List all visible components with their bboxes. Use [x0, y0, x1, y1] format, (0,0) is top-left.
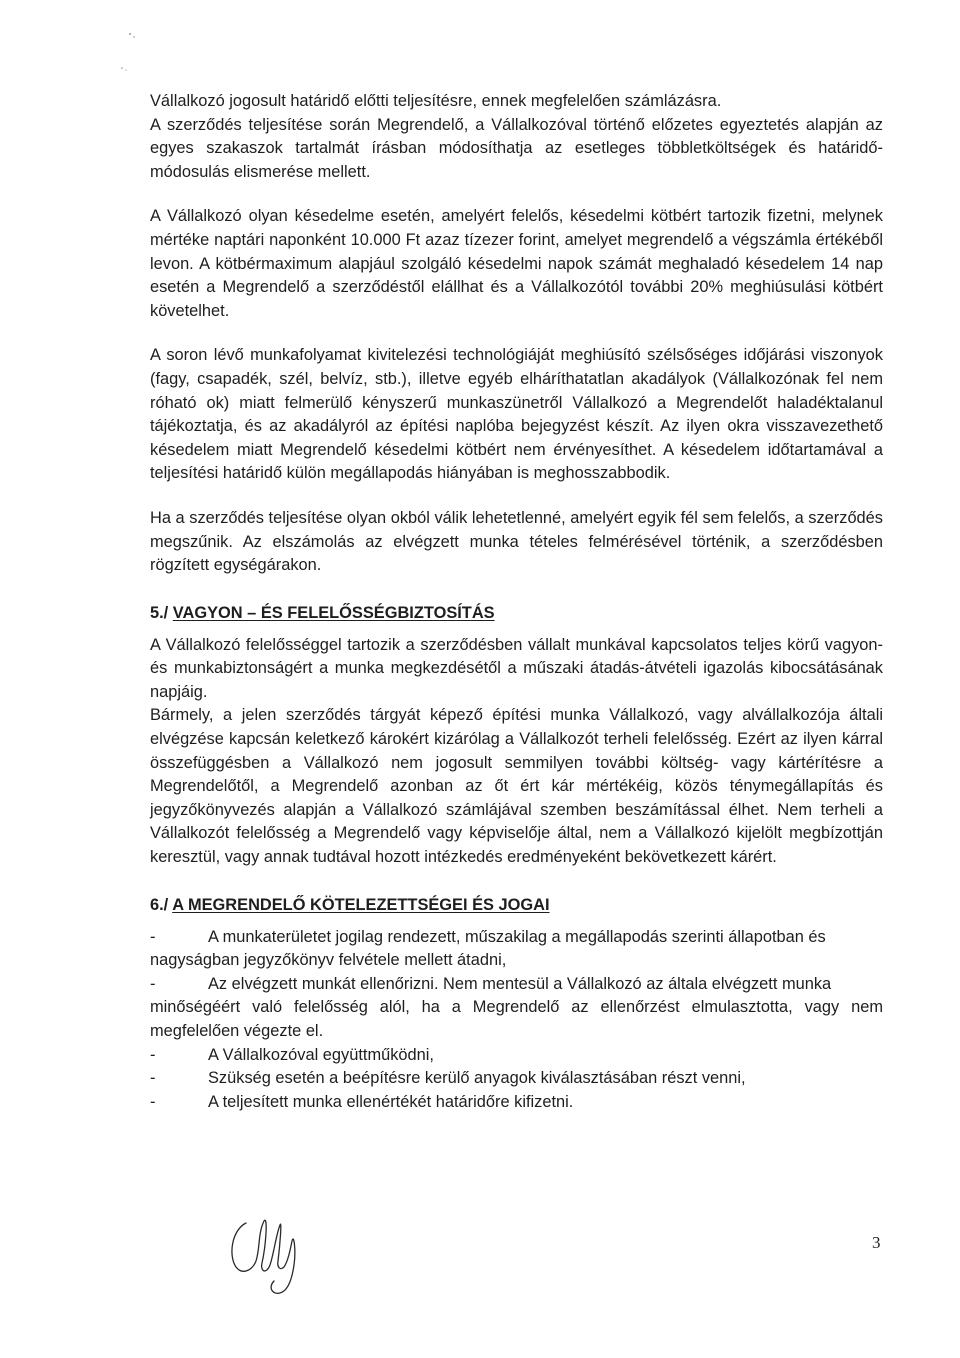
paragraph-early-completion: Vállalkozó jogosult határidő előtti teljesítésre, ennek megfelelően számlázásra.: [150, 92, 722, 110]
list-item: [150, 1067, 883, 1091]
page-number: 3: [872, 1233, 881, 1252]
list-item: [150, 1044, 883, 1068]
list-dash: -: [150, 974, 156, 993]
list-item-text: Az elvégzett munkát ellenőrizni. Nem mentesül a Vállalkozó az általa elvégzett munka: [208, 974, 832, 993]
list-item: [150, 973, 883, 997]
section-6-number: 6./: [150, 895, 169, 914]
paragraph-modification: A szerződés teljesítése során Megrendelő, a Vállalkozóval történő előzetes egyeztetés alapján az egyes szakaszok tartalmát írásban módosíthatja az esetleges többletköltségek és határidő-módosulás elismerése mellett.: [150, 115, 883, 181]
list-item-text: A teljesített munka ellenértékét határidőre kifizetni.: [208, 1092, 574, 1111]
list-item-text: A Vállalkozóval együttműködni,: [208, 1045, 434, 1064]
paragraph-impossibility: Ha a szerződés teljesítése olyan okból válik lehetetlenné, amelyért egyik fél sem felelős, a szerződés megszűnik. Az elszámolás az elvégzett munka tételes felmérésével történik, a szerződésben rögzített egységárakon.: [150, 508, 883, 575]
section-5-heading: [150, 601, 883, 625]
list-item: [150, 926, 883, 950]
handwritten-signature: [222, 1205, 312, 1297]
list-dash: -: [150, 1045, 156, 1064]
document-page: [150, 90, 883, 1114]
section-6-list: [150, 926, 883, 1115]
scan-specks: [118, 28, 158, 78]
section-5-title: VAGYON – ÉS FELELŐSSÉGBIZTOSÍTÁS: [172, 603, 495, 622]
list-item: [150, 1091, 883, 1115]
section-5-paragraph-1: A Vállalkozó felelősséggel tartozik a szerződésben vállalt munkával kapcsolatos teljes körű vagyon-és munkabiztonságért a munka megkezdésétől a műszaki átadás-átvételi igazolás kibocsátásának napjáig.: [150, 635, 883, 701]
list-item-text: Szükség esetén a beépítésre kerülő anyagok kiválasztásában részt venni,: [208, 1069, 746, 1088]
list-item-text: A munkaterületet jogilag rendezett, műszakilag a megállapodás szerinti állapotban és: [208, 927, 826, 946]
paragraph-force-majeure: A soron lévő munkafolyamat kivitelezési technológiáját meghiúsító szélsőséges időjárási viszonyok (fagy, csapadék, szél, belvíz, stb.), illetve egyéb elháríthatatlan akadályok (Vállalkozónak fel nem róható ok) miatt felmerülő kényszerű munkaszünetről Vállalkozó a Megrendelőt haladéktalanul tájékoztatja, és az akadályról az építési naplóba bejegyzést készít. Az ilyen okra visszavezethető késedelem miatt Megrendelő késedelmi kötbért nem érvényesíthet. A késedelem időtartamával a teljesítési határidő külön megállapodás hiányában is meghosszabbodik.: [150, 346, 883, 483]
list-dash: -: [150, 1069, 156, 1088]
list-dash: -: [150, 927, 156, 946]
section-5-number: 5./: [150, 603, 169, 622]
paragraph-penalty: A Vállalkozó olyan késedelme esetén, amelyért felelős, késedelmi kötbért tartozik fizetni, melynek mértéke naptári naponként 10.000 Ft azaz tízezer forint, amelyet megrendelő a végszámla értékéből levon. A kötbérmaximum alapjául szolgáló késedelmi napok számát meghaladó késedelem 14 nap esetén a Megrendelő a szerződéstől elállhat és a Vállalkozótól további 20% meghiúsulási kötbért követelhet.: [150, 207, 883, 320]
section-5-paragraph-2: Bármely, a jelen szerződés tárgyát képező építési munka Vállalkozó, vagy alvállalkozója általi elvégzése kapcsán keletkező károkért kizárólag a Vállalkozót terheli felelősség. Ezért az ilyen kárral összefüggésben a Vállalkozó nem jogosult semmilyen további költség- vagy kártérítésre a Megrendelőtől, a Megrendelő azonban az őt ért kár mértékéig, közös ténymegállapítás és jegyzőkönyvezés alapján a Vállalkozó számlájával szemben beszámítással élhet. Nem terheli a Vállalkozót felelősség a Megrendelő vagy képviselője által, nem a Vállalkozó kijelölt megbízottján keresztül, vagy annak tudtával hozott intézkedés eredményeként bekövetkezett kárért.: [150, 706, 883, 867]
list-dash: -: [150, 1092, 156, 1111]
section-6-heading: [150, 893, 883, 917]
list-item-continuation: nagyságban jegyzőkönyv felvétele mellett átadni,: [150, 951, 507, 970]
section-6-title: A MEGRENDELŐ KÖTELEZETTSÉGEI ÉS JOGAI: [172, 895, 550, 914]
list-item-continuation: minőségéért való felelősség alól, ha a Megrendelő az ellenőrzést elmulasztotta, vagy nem megfelelően végezte el.: [150, 998, 883, 1040]
